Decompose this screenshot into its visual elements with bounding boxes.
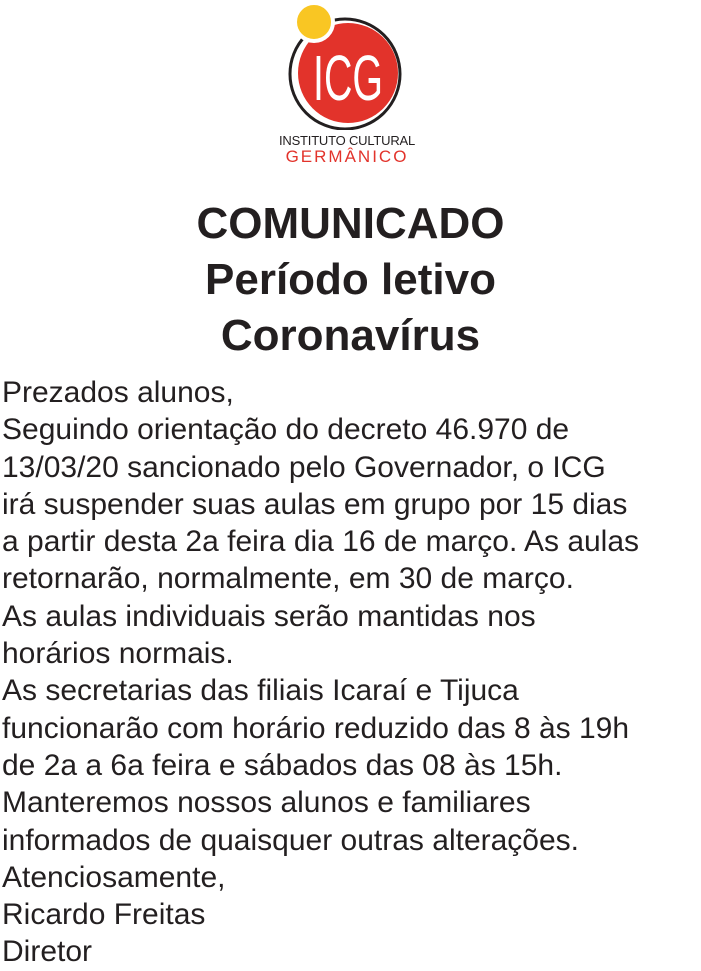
body-line: a partir desta 2a feira dia 16 de março. As aulas (2, 525, 640, 559)
body-line: de 2a a 6a feira e sábados das 08 às 15h. (2, 748, 563, 782)
icg-logo (272, 0, 422, 172)
announcement-body (2, 374, 699, 971)
logo-caption-germanico: GERMÂNICO (285, 147, 409, 166)
logo-yellow-dot (295, 3, 333, 41)
heading-subtitle: Período letivo (205, 255, 496, 304)
body-line: Seguindo orientação do decreto 46.970 de (2, 413, 570, 447)
heading (0, 196, 701, 364)
heading-topic: Coronavírus (220, 311, 481, 360)
body-line: horários normais. (2, 637, 234, 671)
signature-name: Ricardo Freitas (2, 898, 206, 932)
logo-caption-institute: INSTITUTO CULTURAL (278, 133, 416, 148)
body-line: 13/03/20 sancionado pelo Governador, o ICG (2, 450, 606, 484)
icg-logo-mark (272, 0, 422, 130)
body-line: Prezados alunos, (2, 376, 234, 409)
body-line: Manteremos nossos alunos e familiares (2, 786, 531, 820)
body-line: funcionarão com horário reduzido das 8 às 19h (2, 711, 630, 745)
body-line: informados de quaisquer outras alterações. (2, 823, 580, 857)
body-line: irá suspender suas aulas em grupo por 15 dias (2, 487, 628, 521)
body-line: retornarão, normalmente, em 30 de março. (2, 562, 574, 596)
heading-title: COMUNICADO (196, 199, 505, 248)
body-line: As aulas individuais serão mantidas nos (2, 599, 536, 633)
body-line: As secretarias das filiais Icaraí e Tijuca (2, 674, 519, 708)
body-line: Atenciosamente, (2, 860, 226, 894)
logo-letters: ICG (313, 42, 383, 114)
signature-title: Diretor (2, 935, 93, 969)
